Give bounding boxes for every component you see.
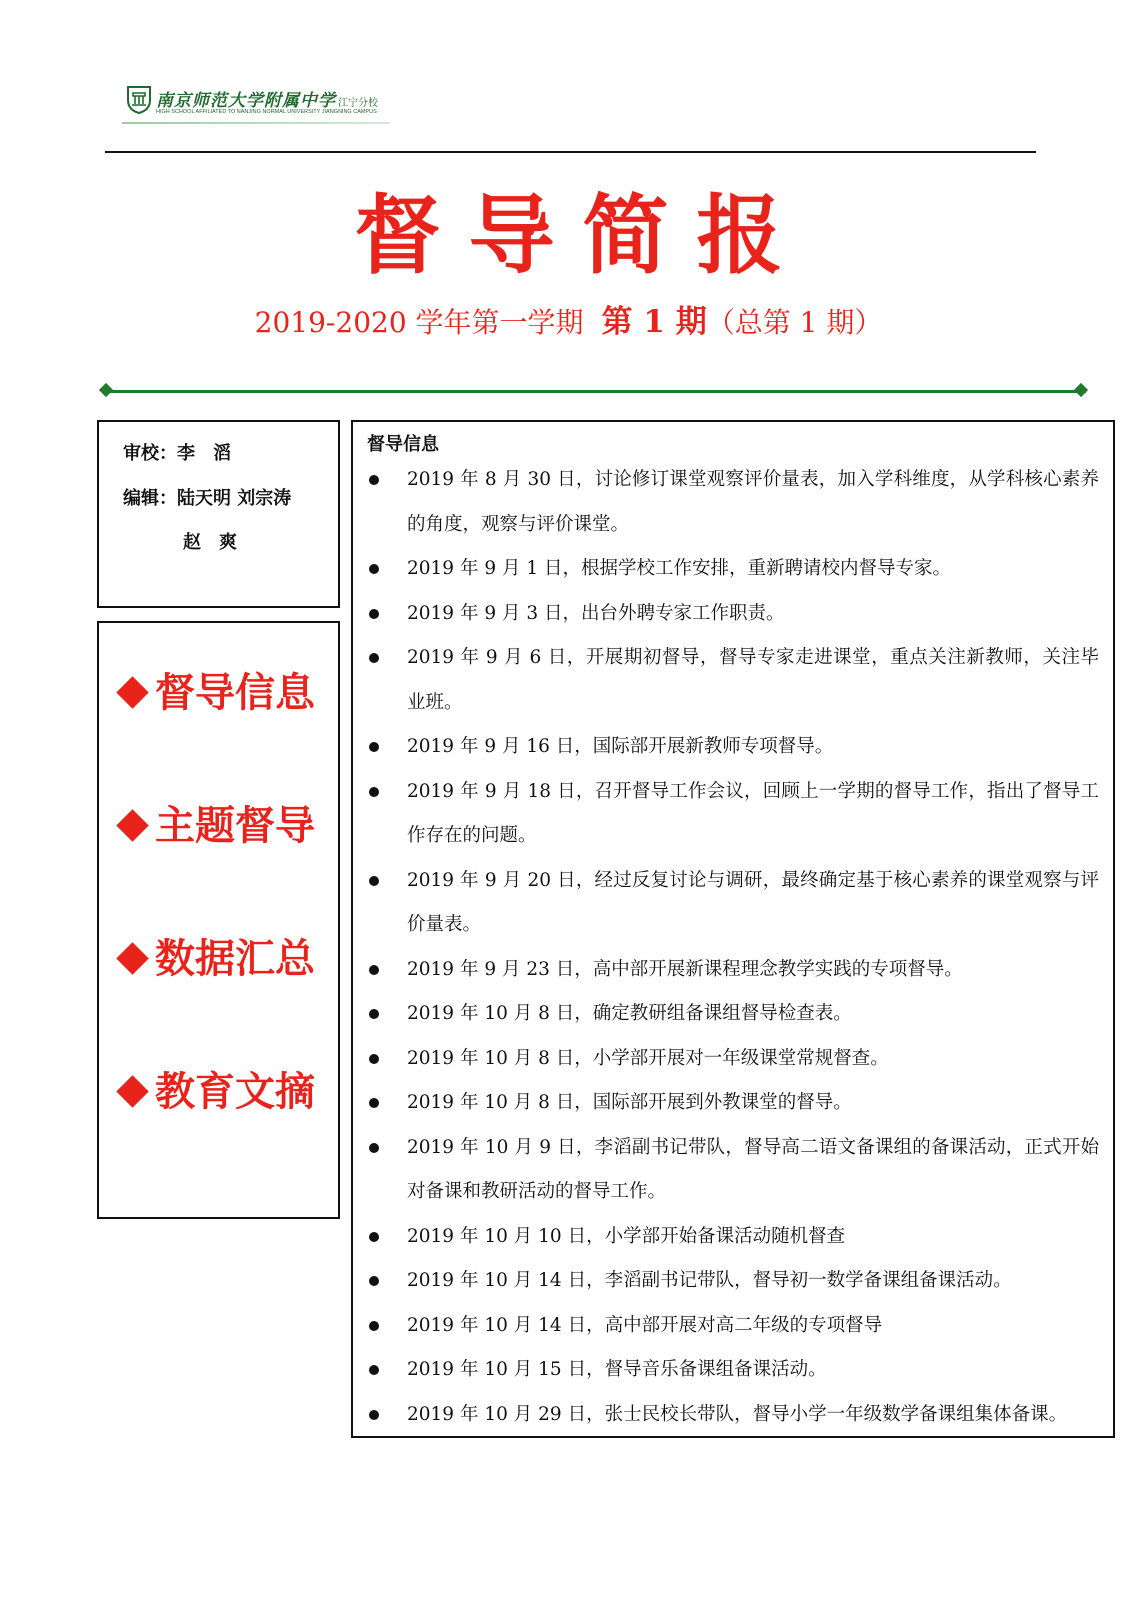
bullet-icon: [369, 1410, 379, 1420]
bullet-icon: [369, 742, 379, 752]
list-item: 2019 年 9 月 3 日，出台外聘专家工作职责。: [353, 592, 1113, 637]
list-item: 2019 年 10 月 29 日，张士民校长带队，督导小学一年级数学备课组集体备课。: [353, 1393, 1113, 1438]
issue-number: 第 1 期: [601, 304, 707, 340]
list-item: 2019 年 8 月 30 日，讨论修订课堂观察评价量表，加入学科维度，从学科核心素养的角度，观察与评价课堂。: [353, 458, 1113, 547]
toc-item[interactable]: 督导信息: [115, 668, 335, 718]
logo-branch: 江宁分校: [338, 98, 378, 109]
list-item: 2019 年 9 月 1 日，根据学校工作安排，重新聘请校内督导专家。: [353, 547, 1113, 592]
diamond-bullet-icon: [116, 676, 149, 709]
editor-line-2: 赵 爽: [183, 532, 237, 553]
diamond-bullet-icon: [116, 942, 149, 975]
total-issue: （总第 1 期）: [706, 306, 883, 339]
list-item: 2019 年 10 月 14 日，李滔副书记带队，督导初一数学备课组备课活动。: [353, 1259, 1113, 1304]
bullet-icon: [369, 787, 379, 797]
toc-item[interactable]: 教育文摘: [115, 1067, 335, 1117]
list-item: 2019 年 10 月 9 日，李滔副书记带队，督导高二语文备课组的备课活动，正式开始对备课和教研活动的督导工作。: [353, 1126, 1113, 1215]
list-item: 2019 年 10 月 15 日，督导音乐备课组备课活动。: [353, 1348, 1113, 1393]
bullet-icon: [369, 876, 379, 886]
list-item: 2019 年 9 月 18 日，召开督导工作会议，回顾上一学期的督导工作，指出了督导工作存在的问题。: [353, 770, 1113, 859]
list-item: 2019 年 9 月 6 日，开展期初督导，督导专家走进课堂，重点关注新教师，关注毕业班。: [353, 636, 1113, 725]
info-list: [353, 458, 1113, 1437]
list-item: 2019 年 10 月 8 日，小学部开展对一年级课堂常规督查。: [353, 1037, 1113, 1082]
page-title: 督导简报: [354, 186, 811, 286]
bullet-icon: [369, 1054, 379, 1064]
list-item: 2019 年 10 月 8 日，确定教研组备课组督导检查表。: [353, 992, 1113, 1037]
bullet-icon: [369, 1009, 379, 1019]
school-emblem-icon: [126, 84, 152, 114]
divider-right-diamond-icon: [1074, 383, 1088, 397]
bullet-icon: [369, 1365, 379, 1375]
divider-line: [106, 390, 1086, 393]
supervision-info-box: [351, 420, 1115, 1438]
school-logo: [122, 80, 390, 126]
term-label: 2019-2020 学年第一学期: [254, 306, 584, 339]
section-heading: 督导信息: [367, 434, 439, 455]
list-item: 2019 年 10 月 10 日，小学部开始备课活动随机督查: [353, 1215, 1113, 1260]
bullet-icon: [369, 1321, 379, 1331]
editors-box: [97, 420, 340, 608]
list-item: 2019 年 9 月 16 日，国际部开展新教师专项督导。: [353, 725, 1113, 770]
bullet-icon: [369, 965, 379, 975]
reviewer-line: 审校：李 滔: [123, 443, 231, 464]
list-item: 2019 年 10 月 8 日，国际部开展到外教课堂的督导。: [353, 1081, 1113, 1126]
logo-underline: [122, 122, 390, 124]
editor-line: 编辑：陆天明 刘宗涛: [123, 488, 292, 509]
diamond-bullet-icon: [116, 1075, 149, 1108]
toc-item[interactable]: 主题督导: [115, 801, 335, 851]
header-rule: [105, 151, 1036, 153]
bullet-icon: [369, 475, 379, 485]
logo-english-name: HIGH SCHOOL AFFILIATED TO NANJING NORMAL UNIVERSITY JIANGNING CAMPUS: [156, 109, 377, 115]
list-item: 2019 年 10 月 14 日，高中部开展对高二年级的专项督导: [353, 1304, 1113, 1349]
bullet-icon: [369, 1232, 379, 1242]
list-item: 2019 年 9 月 20 日，经过反复讨论与调研，最终确定基于核心素养的课堂观察与评价量表。: [353, 859, 1113, 948]
bullet-icon: [369, 1276, 379, 1286]
issue-subtitle: [0, 302, 1137, 343]
bullet-icon: [369, 609, 379, 619]
bullet-icon: [369, 1143, 379, 1153]
bullet-icon: [369, 564, 379, 574]
logo-school-name: 南京师范大学附属中学 江宁分校: [156, 91, 378, 111]
list-item: 2019 年 9 月 23 日，高中部开展新课程理念教学实践的专项督导。: [353, 948, 1113, 993]
bullet-icon: [369, 1098, 379, 1108]
bullet-icon: [369, 653, 379, 663]
toc-item[interactable]: 数据汇总: [115, 934, 335, 984]
diamond-bullet-icon: [116, 809, 149, 842]
divider-left-diamond-icon: [99, 383, 113, 397]
contents-box: [97, 621, 340, 1219]
